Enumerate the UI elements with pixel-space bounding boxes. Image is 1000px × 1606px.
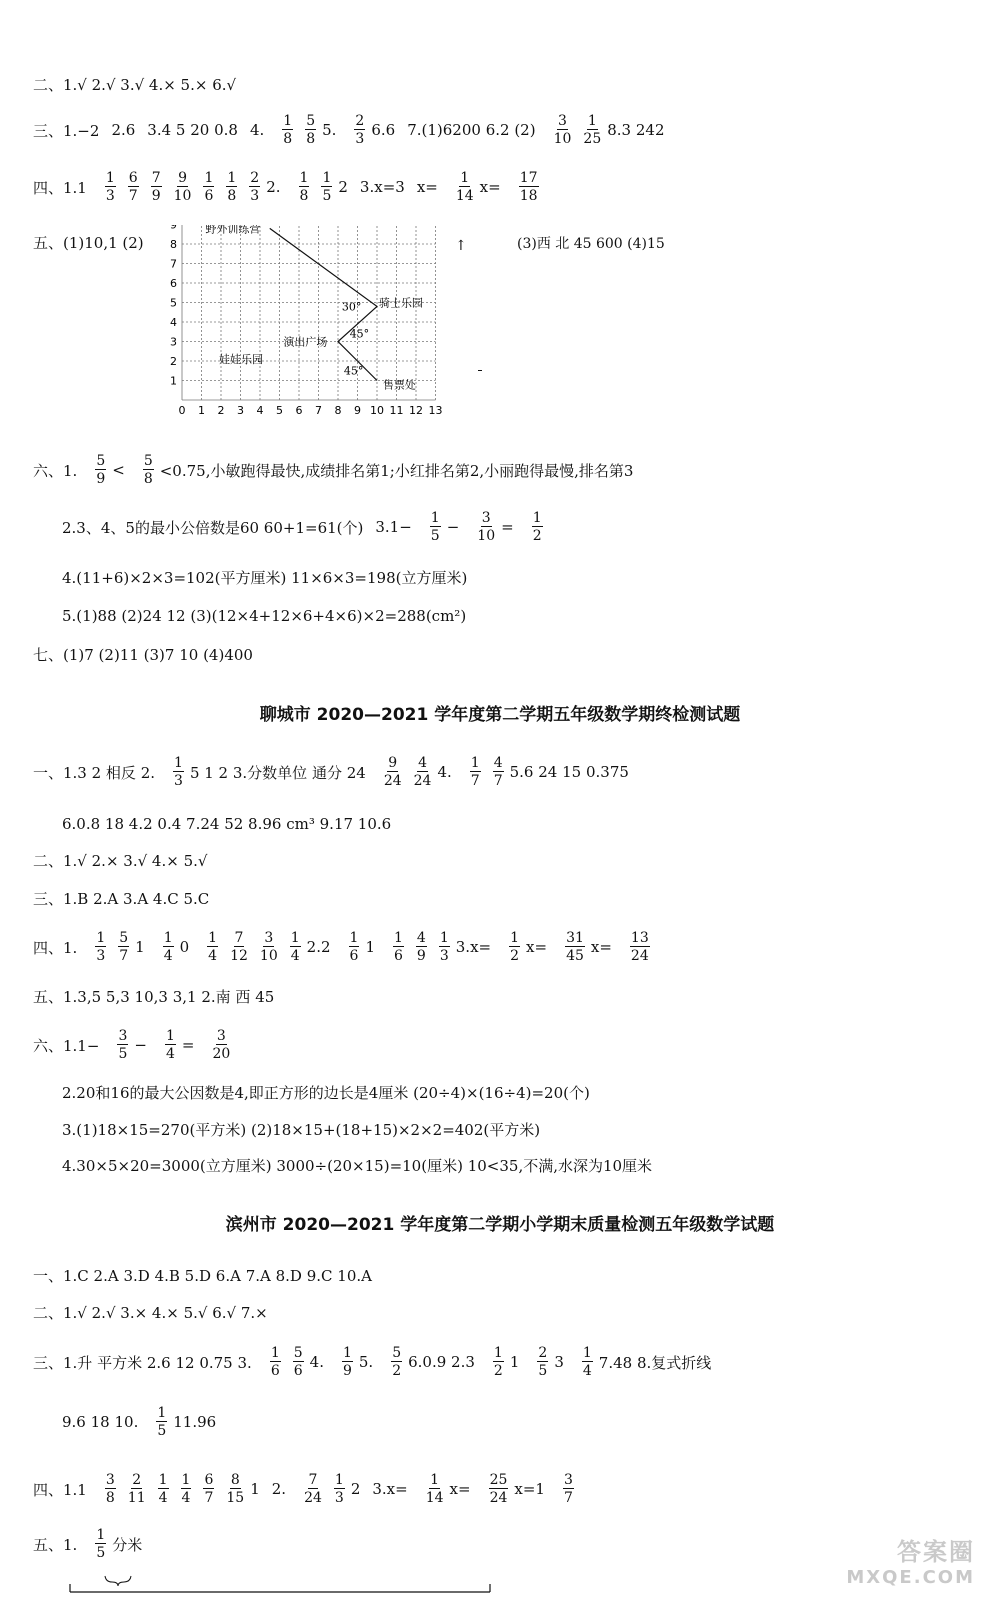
fraction: $\frac{1}{3}$ bbox=[334, 1472, 344, 1506]
answer-text: x= bbox=[449, 1480, 471, 1498]
fraction: $\frac{2}{3}$ bbox=[355, 113, 365, 147]
bz-er-line bbox=[33, 1290, 268, 1334]
fraction: $\frac{4}{7}$ bbox=[493, 755, 503, 789]
map-figure bbox=[170, 225, 500, 444]
top-liu1-line bbox=[33, 448, 645, 492]
fraction: $\frac{8}{15}$ bbox=[226, 1472, 245, 1506]
answer-text: 七、(1)7 (2)11 (3)7 10 (4)400 bbox=[33, 645, 253, 664]
answer-text: − bbox=[446, 518, 460, 536]
x-tick-label: 3 bbox=[237, 404, 244, 417]
answer-text: 四、1.1 bbox=[33, 1480, 87, 1499]
answer-text: 6.0.8 18 4.2 0.4 7.24 52 8.96 cm³ 9.17 10.6 bbox=[62, 815, 392, 833]
answer-text: 四、1.1 bbox=[33, 178, 87, 197]
place-label-knight-park: 骑士乐园 bbox=[378, 296, 423, 310]
y-tick-label: 2 bbox=[170, 355, 177, 368]
answer-text: 五、1. bbox=[33, 1535, 78, 1554]
fraction: $\frac{1}{14}$ bbox=[425, 1472, 444, 1506]
answer-text: 一、1.C 2.A 3.D 4.B 5.D 6.A 7.A 8.D 9.C 10.A bbox=[33, 1266, 372, 1285]
fraction: $\frac{1}{4}$ bbox=[208, 930, 218, 964]
fraction: $\frac{3}{5}$ bbox=[118, 1028, 128, 1062]
answer-text: 7.48 8.复式折线 bbox=[598, 1353, 712, 1372]
answer-text: 5 1 2 3.分数单位 通分 24 bbox=[189, 763, 366, 782]
fraction: $\frac{1}{14}$ bbox=[455, 170, 474, 204]
answer-text: 四、1. bbox=[33, 938, 78, 957]
fraction: $\frac{1}{4}$ bbox=[290, 930, 300, 964]
answer-text: 2.6 bbox=[111, 121, 136, 139]
watermark-cn: 答案圈 bbox=[897, 1538, 975, 1566]
x-tick-label: 9 bbox=[354, 404, 361, 417]
angle-label: 45° bbox=[349, 327, 370, 341]
fraction: $\frac{5}{8}$ bbox=[306, 113, 316, 147]
bz-wu-line bbox=[33, 1522, 154, 1566]
fraction: $\frac{17}{18}$ bbox=[519, 170, 538, 204]
watermark-url: MXQE.COM bbox=[846, 1567, 975, 1588]
fraction: $\frac{7}{12}$ bbox=[230, 930, 248, 964]
answer-text: 0 bbox=[179, 938, 190, 956]
answer-text: <0.75,小敏跑得最快,成绩排名第1;小红排名第2,小丽跑得最慢,排名第3 bbox=[159, 461, 634, 480]
map-grid bbox=[170, 225, 500, 440]
x-tick-label: 8 bbox=[334, 404, 342, 417]
answer-text: 5.6 24 15 0.375 bbox=[509, 763, 629, 781]
answer-text: 五、1.3,5 5,3 10,3 3,1 2.南 西 45 bbox=[33, 987, 275, 1006]
fraction: $\frac{1}{2}$ bbox=[493, 1345, 503, 1379]
bz-wu-ruler bbox=[60, 1570, 500, 1600]
fraction: $\frac{1}{6}$ bbox=[394, 930, 403, 964]
answer-text: 三、1.−2 bbox=[33, 121, 100, 140]
answer-text: 2. bbox=[266, 178, 281, 196]
lc-wu-line bbox=[33, 974, 274, 1018]
fraction: $\frac{5}{2}$ bbox=[392, 1345, 402, 1379]
bz-si-line bbox=[33, 1467, 580, 1511]
top-san-line bbox=[33, 108, 677, 152]
x-tick-label: 12 bbox=[409, 404, 423, 417]
place-label-camp: 野外训练营 bbox=[205, 225, 261, 236]
answer-text: 三、1.升 平方米 2.6 12 0.75 3. bbox=[33, 1353, 252, 1372]
answer-text: 2 bbox=[338, 178, 348, 196]
answer-text: 4. bbox=[249, 121, 265, 139]
x-tick-label: 6 bbox=[295, 404, 303, 417]
fraction: $\frac{1}{4}$ bbox=[181, 1472, 191, 1506]
answer-text: 二、1.√ 2.× 3.√ 4.× 5.√ bbox=[33, 851, 208, 870]
answer-text: 2. bbox=[271, 1480, 287, 1498]
answer-text: < bbox=[112, 461, 125, 479]
fraction: $\frac{1}{3}$ bbox=[439, 930, 449, 964]
fraction: $\frac{1}{4}$ bbox=[582, 1345, 592, 1379]
scale-bar bbox=[478, 370, 482, 371]
fraction: $\frac{31}{45}$ bbox=[566, 930, 584, 964]
answer-text: 3 bbox=[554, 1353, 564, 1371]
fraction: $\frac{1}{3}$ bbox=[174, 755, 183, 789]
fraction: $\frac{1}{3}$ bbox=[105, 170, 115, 204]
answer-text: = bbox=[501, 518, 514, 536]
top-qi-line bbox=[33, 632, 253, 676]
place-label-ticket-office: 售票处 bbox=[382, 378, 416, 392]
angle-label: 45° bbox=[343, 364, 364, 378]
fraction: $\frac{1}{6}$ bbox=[270, 1345, 280, 1379]
y-tick-label: 3 bbox=[170, 335, 177, 349]
answer-text: 5. bbox=[358, 1353, 374, 1371]
answer-text: 一、1.3 2 相反 2. bbox=[33, 763, 156, 782]
x-tick-label: 5 bbox=[276, 404, 283, 417]
answer-text: 7.(1)6200 6.2 (2) bbox=[407, 121, 536, 139]
x-tick-label: 13 bbox=[428, 404, 443, 417]
answer-text: 5.(1)88 (2)24 12 (3)(12×4+12×6+4×6)×2=288(cm²) bbox=[62, 607, 467, 625]
answer-text: 6.0.9 2.3 bbox=[408, 1353, 475, 1371]
fraction: $\frac{9}{10}$ bbox=[173, 170, 192, 204]
fraction: $\frac{1}{5}$ bbox=[430, 510, 440, 544]
place-label-stage: 演出广场 bbox=[283, 335, 328, 349]
fraction: $\frac{1}{5}$ bbox=[322, 170, 332, 204]
fraction: $\frac{5}{6}$ bbox=[293, 1345, 303, 1379]
angle-label: 30° bbox=[341, 300, 362, 314]
x-tick-label: 11 bbox=[389, 404, 404, 417]
fraction: $\frac{6}{7}$ bbox=[204, 1472, 214, 1506]
answer-text: 二、1.√ 2.√ 3.√ 4.× 5.× 6.√ bbox=[33, 75, 237, 94]
top-liu4-line bbox=[62, 555, 467, 599]
answer-text: 2.20和16的最大公因数是4,即正方形的边长是4厘米 (20÷4)×(16÷4)=20(个) bbox=[62, 1083, 590, 1102]
fraction: $\frac{5}{9}$ bbox=[96, 453, 106, 487]
fraction: $\frac{3}{20}$ bbox=[212, 1028, 231, 1062]
y-tick-label: 6 bbox=[170, 277, 177, 290]
answer-text: 分米 bbox=[112, 1535, 143, 1554]
answer-text: 五、(1)10,1 (2) bbox=[33, 233, 144, 252]
x-tick-label: 10 bbox=[370, 404, 384, 417]
fraction: $\frac{1}{9}$ bbox=[342, 1345, 352, 1379]
answer-text: x= bbox=[479, 178, 501, 196]
answer-text: 1 bbox=[509, 1353, 520, 1371]
answer-text: 3.(1)18×15=270(平方米) (2)18×15+(18+15)×2×2=402(平方米) bbox=[62, 1120, 541, 1139]
answer-text: 二、1.√ 2.√ 3.× 4.× 5.√ 6.√ 7.× bbox=[33, 1303, 268, 1322]
y-tick-label: 5 bbox=[170, 296, 177, 310]
fraction: $\frac{13}{24}$ bbox=[630, 930, 649, 964]
answer-text: 三、1.B 2.A 3.A 4.C 5.C bbox=[33, 889, 210, 908]
answer-text: 4.(11+6)×2×3=102(平方厘米) 11×6×3=198(立方厘米) bbox=[62, 568, 468, 587]
place-label-doll-park: 娃娃乐园 bbox=[219, 352, 264, 366]
lc-san-line bbox=[33, 876, 209, 920]
answer-text: 3.x= bbox=[455, 938, 492, 956]
fraction: $\frac{1}{4}$ bbox=[163, 930, 173, 964]
answer-text: x= bbox=[590, 938, 612, 956]
fraction: $\frac{9}{24}$ bbox=[383, 755, 402, 789]
fraction: $\frac{1}{3}$ bbox=[96, 930, 106, 964]
answer-text: 1 bbox=[250, 1480, 260, 1498]
north-arrow: ↑ bbox=[455, 238, 467, 254]
fraction: $\frac{4}{24}$ bbox=[413, 755, 432, 789]
fraction: $\frac{1}{2}$ bbox=[510, 930, 520, 964]
fraction: $\frac{1}{8}$ bbox=[283, 113, 293, 147]
fraction: $\frac{1}{25}$ bbox=[583, 113, 602, 147]
fraction: $\frac{1}{8}$ bbox=[299, 170, 309, 204]
fraction: $\frac{3}{7}$ bbox=[563, 1472, 573, 1506]
fraction: $\frac{1}{6}$ bbox=[349, 930, 359, 964]
answer-text: 2.3、4、5的最小公倍数是60 60+1=61(个) bbox=[62, 518, 364, 537]
liaocheng-title: 聊城市 2020—2021 学年度第二学期五年级数学期终检测试题 bbox=[259, 705, 741, 725]
top-wu-left bbox=[33, 220, 144, 264]
answer-text: 4. bbox=[309, 1353, 324, 1371]
answer-text: 2 bbox=[350, 1480, 361, 1498]
bz-san1-line bbox=[33, 1340, 723, 1384]
lc-liu4-line bbox=[62, 1143, 652, 1187]
fraction: $\frac{3}{10}$ bbox=[477, 510, 496, 544]
y-tick-label: 4 bbox=[170, 316, 177, 329]
answer-text: 六、1. bbox=[33, 461, 78, 480]
fraction: $\frac{25}{24}$ bbox=[489, 1472, 508, 1506]
top-er-line bbox=[33, 62, 236, 106]
bz-san2-line bbox=[62, 1400, 228, 1444]
answer-text: 8.3 242 bbox=[607, 121, 665, 139]
watermark bbox=[846, 1532, 975, 1588]
fraction: $\frac{7}{24}$ bbox=[304, 1472, 322, 1506]
answer-text: 2.2 bbox=[306, 938, 331, 956]
y-tick-label: 1 bbox=[170, 374, 177, 388]
fraction: $\frac{3}{8}$ bbox=[105, 1472, 115, 1506]
lc-yi1-line bbox=[33, 750, 641, 794]
answer-text: 4. bbox=[437, 763, 452, 781]
answer-text: 11.96 bbox=[173, 1413, 217, 1431]
fraction: $\frac{2}{5}$ bbox=[538, 1345, 548, 1379]
fraction: $\frac{2}{3}$ bbox=[250, 170, 260, 204]
fraction: $\frac{5}{7}$ bbox=[119, 930, 129, 964]
answer-text: − bbox=[134, 1036, 147, 1054]
x-tick-label: 0 bbox=[178, 404, 186, 417]
top-wu-right: (3)西 北 45 600 (4)15 bbox=[517, 236, 665, 252]
fraction: $\frac{7}{9}$ bbox=[151, 170, 161, 204]
lc-liu1-line bbox=[33, 1023, 236, 1067]
y-tick-label: 9 bbox=[170, 225, 177, 232]
fraction: $\frac{1}{6}$ bbox=[204, 170, 214, 204]
top-si-line bbox=[33, 165, 545, 209]
answer-text: x= bbox=[416, 178, 438, 196]
y-tick-label: 8 bbox=[170, 238, 177, 251]
answer-text: 6.6 bbox=[371, 121, 396, 139]
answer-text: x= bbox=[526, 938, 548, 956]
fraction: $\frac{1}{8}$ bbox=[227, 170, 237, 204]
fraction: $\frac{1}{4}$ bbox=[158, 1472, 168, 1506]
answer-text: 3.4 5 20 0.8 bbox=[147, 121, 238, 139]
answer-text: 5. bbox=[322, 121, 337, 139]
fraction: $\frac{6}{7}$ bbox=[128, 170, 138, 204]
y-tick-label: 7 bbox=[170, 257, 177, 271]
answer-text: x=1 bbox=[514, 1480, 545, 1498]
answer-text: 4.30×5×20=3000(立方厘米) 3000÷(20×15)=10(厘米) 10<35,不满,水深为10厘米 bbox=[62, 1156, 653, 1175]
answer-text: 1 bbox=[365, 938, 375, 956]
fraction: $\frac{1}{5}$ bbox=[157, 1405, 167, 1439]
fraction: $\frac{1}{5}$ bbox=[96, 1527, 106, 1561]
fraction: $\frac{4}{9}$ bbox=[416, 930, 426, 964]
x-tick-label: 2 bbox=[217, 404, 225, 417]
fraction: $\frac{5}{8}$ bbox=[143, 453, 153, 487]
answer-text: 3.x=3 bbox=[359, 178, 405, 196]
answer-text: 六、1.1− bbox=[33, 1036, 100, 1055]
answer-text: 3.1− bbox=[375, 518, 412, 536]
binzhou-title: 滨州市 2020—2021 学年度第二学期小学期末质量检测五年级数学试题 bbox=[225, 1215, 775, 1235]
fraction: $\frac{1}{4}$ bbox=[165, 1028, 175, 1062]
fraction: $\frac{2}{11}$ bbox=[127, 1472, 146, 1506]
fraction: $\frac{1}{2}$ bbox=[532, 510, 542, 544]
fraction: $\frac{1}{7}$ bbox=[470, 755, 480, 789]
x-tick-label: 1 bbox=[198, 404, 205, 417]
answer-text: = bbox=[181, 1036, 195, 1054]
fraction: $\frac{3}{10}$ bbox=[259, 930, 278, 964]
fraction: $\frac{3}{10}$ bbox=[553, 113, 572, 147]
lc-si-line bbox=[33, 925, 656, 969]
answer-text: 3.x= bbox=[372, 1480, 408, 1498]
x-tick-label: 4 bbox=[256, 404, 264, 417]
top-liu2-line bbox=[62, 505, 549, 549]
x-tick-label: 7 bbox=[315, 404, 322, 417]
answer-text: 1 bbox=[135, 938, 145, 956]
answer-text: 9.6 18 10. bbox=[62, 1413, 139, 1431]
